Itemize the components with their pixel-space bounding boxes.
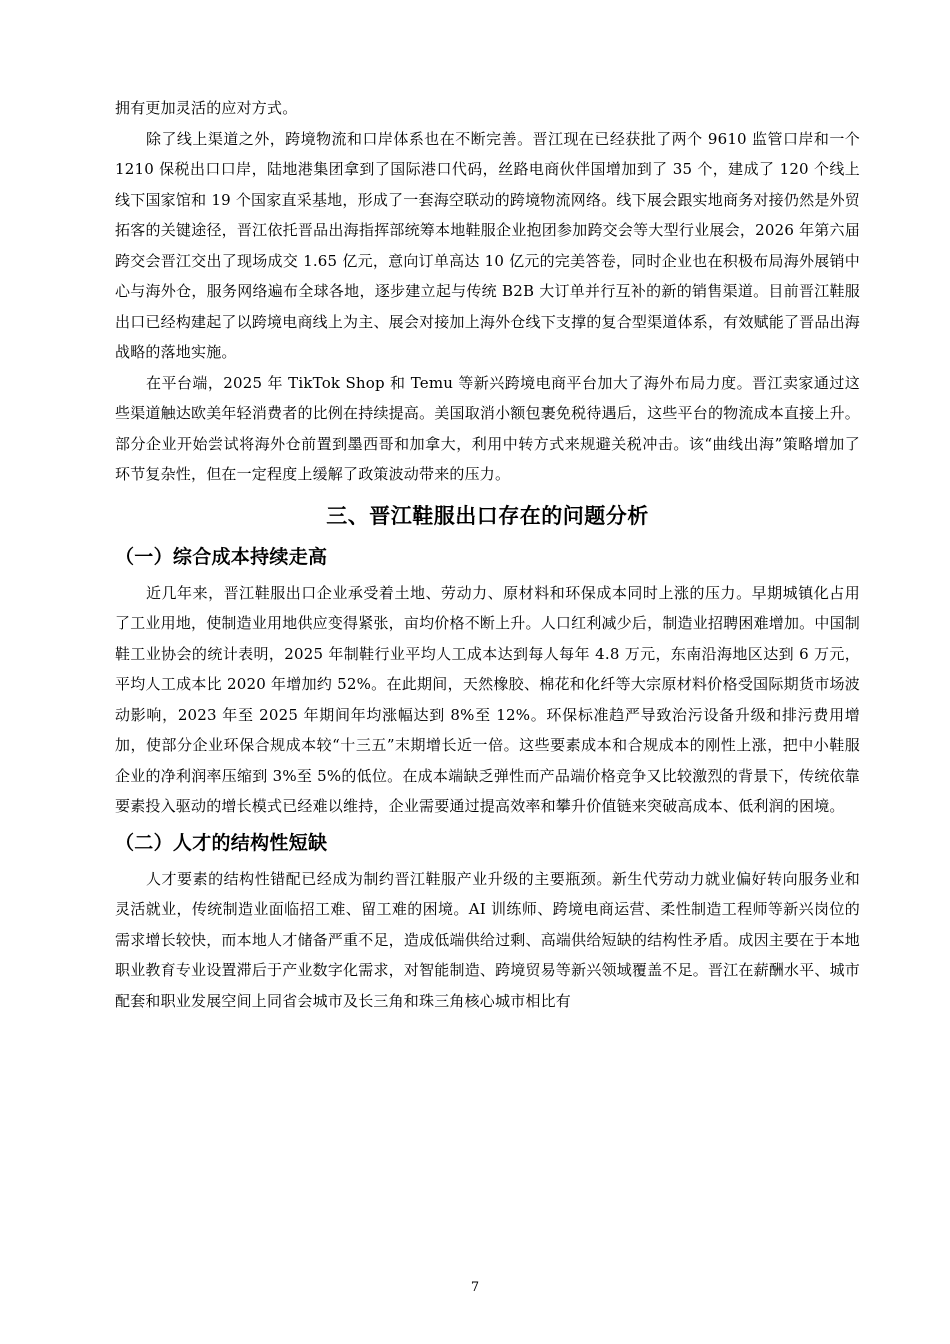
page-number: 7 [470,1280,480,1295]
section-heading: 三、晋江鞋服出口存在的问题分析 [326,503,649,528]
paragraph-logistics: 除了线上渠道之外，跨境物流和口岸体系也在不断完善。晋江现在已经获批了两个 9610 监管口岸和一个 1210 保税出口口岸，陆地港集团拿到了国际港口代码，丝路电商伙伴国增加到了 35 个，建成了 120 个线上线下国家馆和 19 个国家直采基地，形成了一套海空联动的跨境物流网络。线下展会跟实地商务对接仍然是外贸拓客的关键途径，晋江依托晋品出海指挥部统筹本地鞋服企业抱团参加跨交会等大型行业展会，2026 年第六届跨交会晋江交出了现场成交 1.65 亿元，意向订单高达 10 亿元的完美答卷，同时企业也在积极布局海外展销中心与海外仓，服务网络遍布全球各地，逐步建立起与传统 B2B 大订单并行互补的新的销售渠道。目前晋江鞋服出口已经构建起了以跨境电商线上为主、展会对接加上海外仓线下支撑的复合型渠道体系，有效赋能了晋品出海战略的落地实施。 [115,129,860,361]
paragraph-talent: 人才要素的结构性错配已经成为制约晋江鞋服产业升级的主要瓶颈。新生代劳动力就业偏好转向服务业和灵活就业，传统制造业面临招工难、留工难的困境。AI 训练师、跨境电商运营、柔性制造工程师等新兴岗位的需求增长较快，而本地人才储备严重不足，造成低端供给过剩、高端供给短缺的结构性矛盾。成因主要在于本地职业教育专业设置滞后于产业数字化需求，对智能制造、跨境贸易等新兴领域覆盖不足。晋江在薪酬水平、城市配套和职业发展空间上同省会城市及长三角和珠三角核心城市相比有 [115,869,860,1010]
subsection-heading-talent: （二）人才的结构性短缺 [115,831,328,854]
paragraph-continuation: 拥有更加灵活的应对方式。 [115,99,298,117]
paragraph-cost: 近几年来，晋江鞋服出口企业承受着土地、劳动力、原材料和环保成本同时上涨的压力。早期城镇化占用了工业用地，使制造业用地供应变得紧张，亩均价格不断上升。人口红利减少后，制造业招聘困难增加。中国制鞋工业协会的统计表明，2025 年制鞋行业平均人工成本达到每人每年 4.8 万元，东南沿海地区达到 6 万元，平均人工成本比 2020 年增加约 52%。在此期间，天然橡胶、棉花和化纤等大宗原材料价格受国际期货市场波动影响，2023 年至 2025 年期间年均涨幅达到 8%至 12%。环保标准趋严导致治污设备升级和排污费用增加，使部分企业环保合规成本较“十三五”末期增长近一倍。这些要素成本和合规成本的刚性上涨，把中小鞋服企业的净利润率压缩到 3%至 5%的低位。在成本端缺乏弹性而产品端价格竞争又比较激烈的背景下，传统依靠要素投入驱动的增长模式已经难以维持，企业需要通过提高效率和攀升价值链来突破高成本、低利润的困境。 [115,583,860,815]
subsection-heading-cost: （一）综合成本持续走高 [115,545,328,568]
paragraph-platform: 在平台端，2025 年 TikTok Shop 和 Temu 等新兴跨境电商平台加大了海外布局力度。晋江卖家通过这些渠道触达欧美年轻消费者的比例在持续提高。美国取消小额包裹免税待遇后，这些平台的物流成本直接上升。部分企业开始尝试将海外仓前置到墨西哥和加拿大，利用中转方式来规避关税冲击。该“曲线出海”策略增加了环节复杂性，但在一定程度上缓解了政策波动带来的压力。 [115,373,860,483]
page-content [115,93,860,1016]
